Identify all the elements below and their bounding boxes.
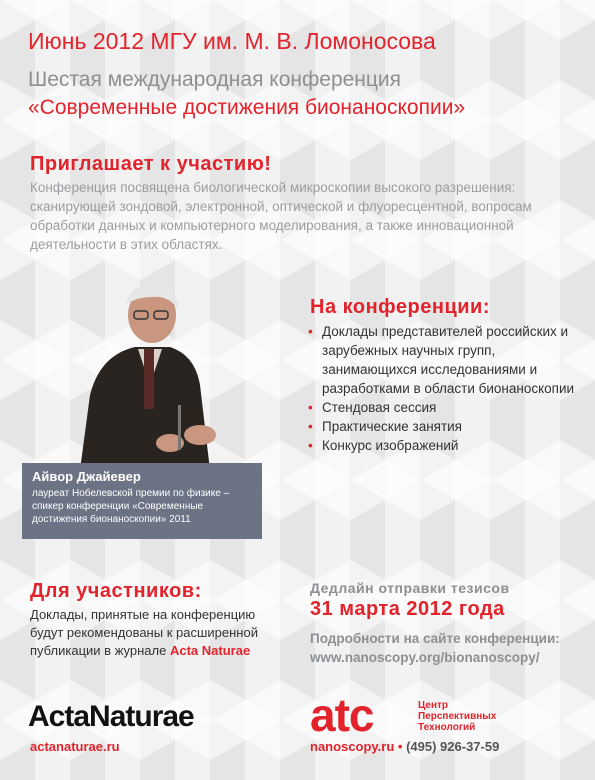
acta-naturae-logo: ActaNaturae [28, 700, 194, 733]
list-item-text: Практические занятия [322, 419, 462, 434]
atc-contact [310, 739, 499, 754]
atc-description [418, 700, 496, 733]
list-item [308, 417, 578, 436]
list-item-text: Конкурс изображений [322, 438, 459, 453]
deadline-date: 31 марта 2012 года [310, 598, 505, 620]
acta-naturae-link[interactable]: actanaturae.ru [30, 739, 120, 754]
separator-dot: • [397, 739, 403, 754]
deadline-label: Дедлайн отправки тезисов [310, 580, 510, 596]
date-line: Июнь 2012 МГУ им. М. В. Ломоносова [28, 28, 436, 54]
at-conference-heading: На конференции: [310, 296, 490, 318]
list-item [308, 398, 578, 417]
conference-title [28, 66, 465, 122]
atc-desc-line: Перспективных [418, 711, 497, 722]
list-item-text: Доклады представителей российских и зарубежных научных групп, занимающихся исследованиями и разработками в области бионаноскопии [322, 324, 575, 396]
atc-link[interactable]: nanoscopy.ru [310, 739, 395, 754]
list-item [308, 322, 578, 398]
bullet-icon: • [308, 400, 313, 415]
list-item-text: Стендовая сессия [322, 400, 437, 415]
invite-text: Конференция посвящена биологической микроскопии высокого разрешения: сканирующей зондовой, электронной, оптической и флуоресцентной, вопросам обработки данных и компьютерного моделирования, а также инновационной деятельности в этих областях. [30, 180, 532, 252]
phone-number: (495) 926-37-59 [406, 739, 500, 754]
speaker-photo [60, 285, 240, 470]
speaker-caption [22, 463, 262, 539]
participants-text [30, 606, 290, 660]
atc-desc-line: Центр [418, 700, 449, 711]
atc-logo: atc [310, 689, 374, 741]
bullet-icon: • [308, 438, 313, 453]
list-item [308, 436, 578, 455]
atc-desc-line: Технологий [418, 722, 476, 733]
at-conference-list [308, 322, 578, 455]
conference-title-line1: Шестая международная конференция [28, 68, 402, 91]
speaker-name: Айвор Джайевер [32, 469, 141, 484]
journal-name: Acta Naturae [169, 643, 251, 658]
bullet-icon: • [308, 324, 313, 339]
participants-heading: Для участников: [30, 580, 202, 602]
details-label: Подробности на сайте конференции: [310, 631, 560, 646]
speaker-description: лауреат Нобелевской премии по физике – спикер конференции «Современные достижения бионаноскопии» 2011 [32, 488, 230, 525]
conference-title-line2: «Современные достижения бионаноскопии» [28, 96, 466, 119]
details-link[interactable]: www.nanoscopy.org/bionanoscopy/ [310, 650, 540, 665]
invite-heading: Приглашает к участию! [30, 153, 272, 175]
bullet-icon: • [308, 419, 313, 434]
participants-body: Доклады, принятые на конференцию будут рекомендованы к расширенной публикации в журнале [30, 607, 258, 658]
